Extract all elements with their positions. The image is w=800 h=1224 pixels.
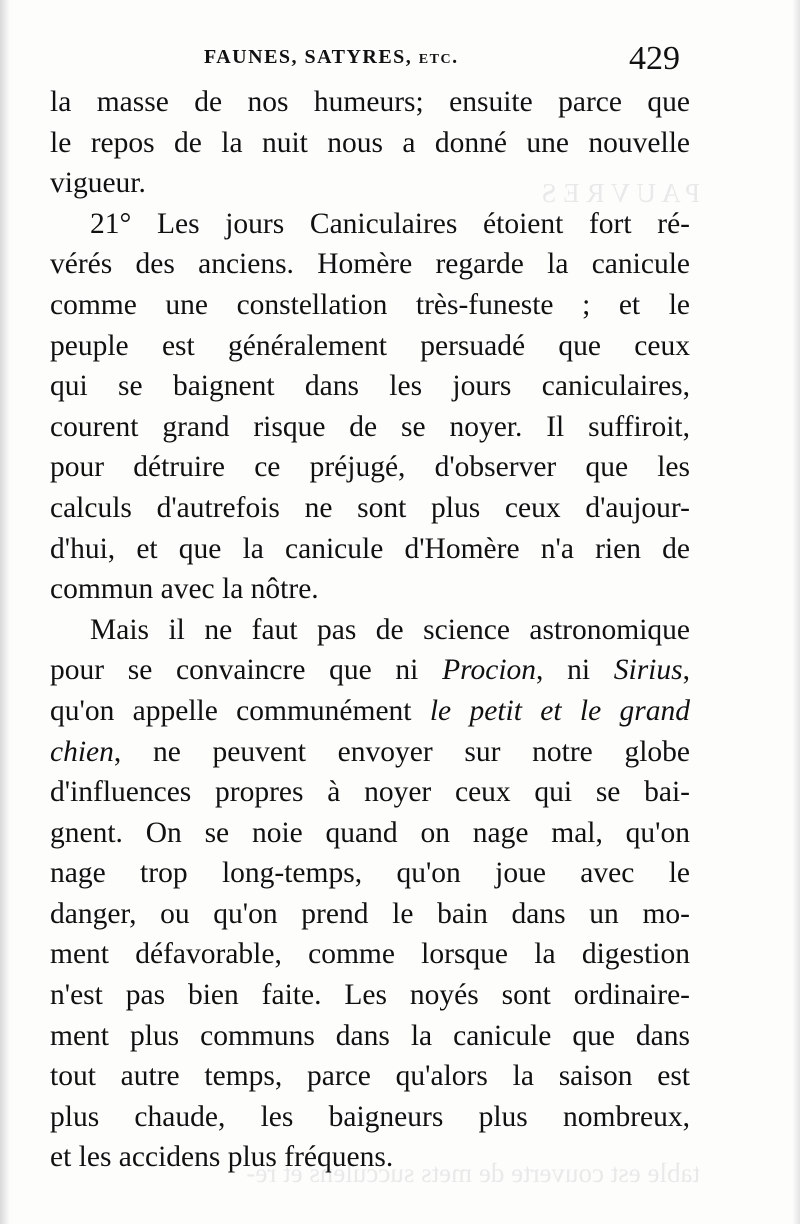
italic-text: chien bbox=[50, 735, 114, 768]
text-span: , ne peuvent envoyer sur notre globe bbox=[113, 735, 690, 768]
body-text bbox=[50, 82, 690, 1178]
text-line: nage trop long-temps, qu'on joue avec le bbox=[50, 857, 690, 890]
text-line: courent grand risque de se noyer. Il suffiroit, bbox=[50, 410, 690, 443]
text-line: commun avec la nôtre. bbox=[50, 573, 319, 606]
text-line: Mais il ne faut pas de science astronomique bbox=[90, 613, 690, 646]
show-through-text-bottom: table est couverte de mets succulens et re- bbox=[246, 1158, 700, 1188]
text-line: comme une constellation très-funeste ; et le bbox=[50, 288, 690, 321]
italic-text: Sirius bbox=[613, 654, 683, 687]
text-span: pour se convaincre que ni bbox=[50, 654, 443, 687]
text-line: ment plus communs dans la canicule que dans bbox=[50, 1019, 690, 1052]
text-line bbox=[50, 732, 690, 773]
text-line: 21° Les jours Caniculaires étoient fort ré- bbox=[90, 207, 690, 240]
text-line: vigueur. bbox=[50, 167, 146, 200]
text-line: pour détruire ce préjugé, d'observer que les bbox=[50, 451, 690, 484]
page-edge-right bbox=[792, 0, 800, 1224]
page-number: 429 bbox=[629, 40, 680, 77]
text-line: calculs d'autrefois ne sont plus ceux d'aujour- bbox=[50, 491, 690, 524]
text-line: n'est pas bien faite. Les noyés sont ordinaire- bbox=[50, 979, 690, 1012]
text-line: qui se baignent dans les jours caniculaires, bbox=[50, 370, 690, 403]
show-through-text-top: P A U V R E S bbox=[541, 178, 700, 208]
text-line: la masse de nos humeurs; ensuite parce que bbox=[50, 86, 690, 118]
text-line: danger, ou qu'on prend le bain dans un mo- bbox=[50, 897, 690, 930]
text-line: ment défavorable, comme lorsque la digestion bbox=[50, 938, 690, 971]
page-edge-left bbox=[0, 0, 10, 1224]
italic-text: le petit et le grand bbox=[429, 694, 690, 727]
text-line bbox=[50, 650, 690, 691]
text-span: , bbox=[682, 654, 690, 687]
text-line bbox=[50, 691, 690, 732]
running-head bbox=[200, 40, 680, 80]
text-line: gnent. On se noie quand on nage mal, qu'on bbox=[50, 816, 690, 849]
running-title: FAUNES, SATYRES, etc. bbox=[204, 46, 459, 68]
text-span: qu'on appelle communément bbox=[50, 694, 430, 727]
text-line: vérés des anciens. Homère regarde la canicule bbox=[50, 248, 690, 281]
text-line: d'influences propres à noyer ceux qui se bai- bbox=[50, 776, 690, 809]
text-line: plus chaude, les baigneurs plus nombreux, bbox=[50, 1100, 690, 1133]
text-line: tout autre temps, parce qu'alors la saison est bbox=[50, 1060, 690, 1093]
text-line: et les accidens plus fréquens. bbox=[50, 1141, 394, 1174]
italic-text: Procion bbox=[442, 654, 537, 687]
text-line: peuple est généralement persuadé que ceux bbox=[50, 329, 690, 362]
text-span: , ni bbox=[536, 654, 614, 687]
text-line: d'hui, et que la canicule d'Homère n'a rien de bbox=[50, 532, 690, 565]
text-line: le repos de la nuit nous a donné une nouvelle bbox=[50, 126, 690, 159]
